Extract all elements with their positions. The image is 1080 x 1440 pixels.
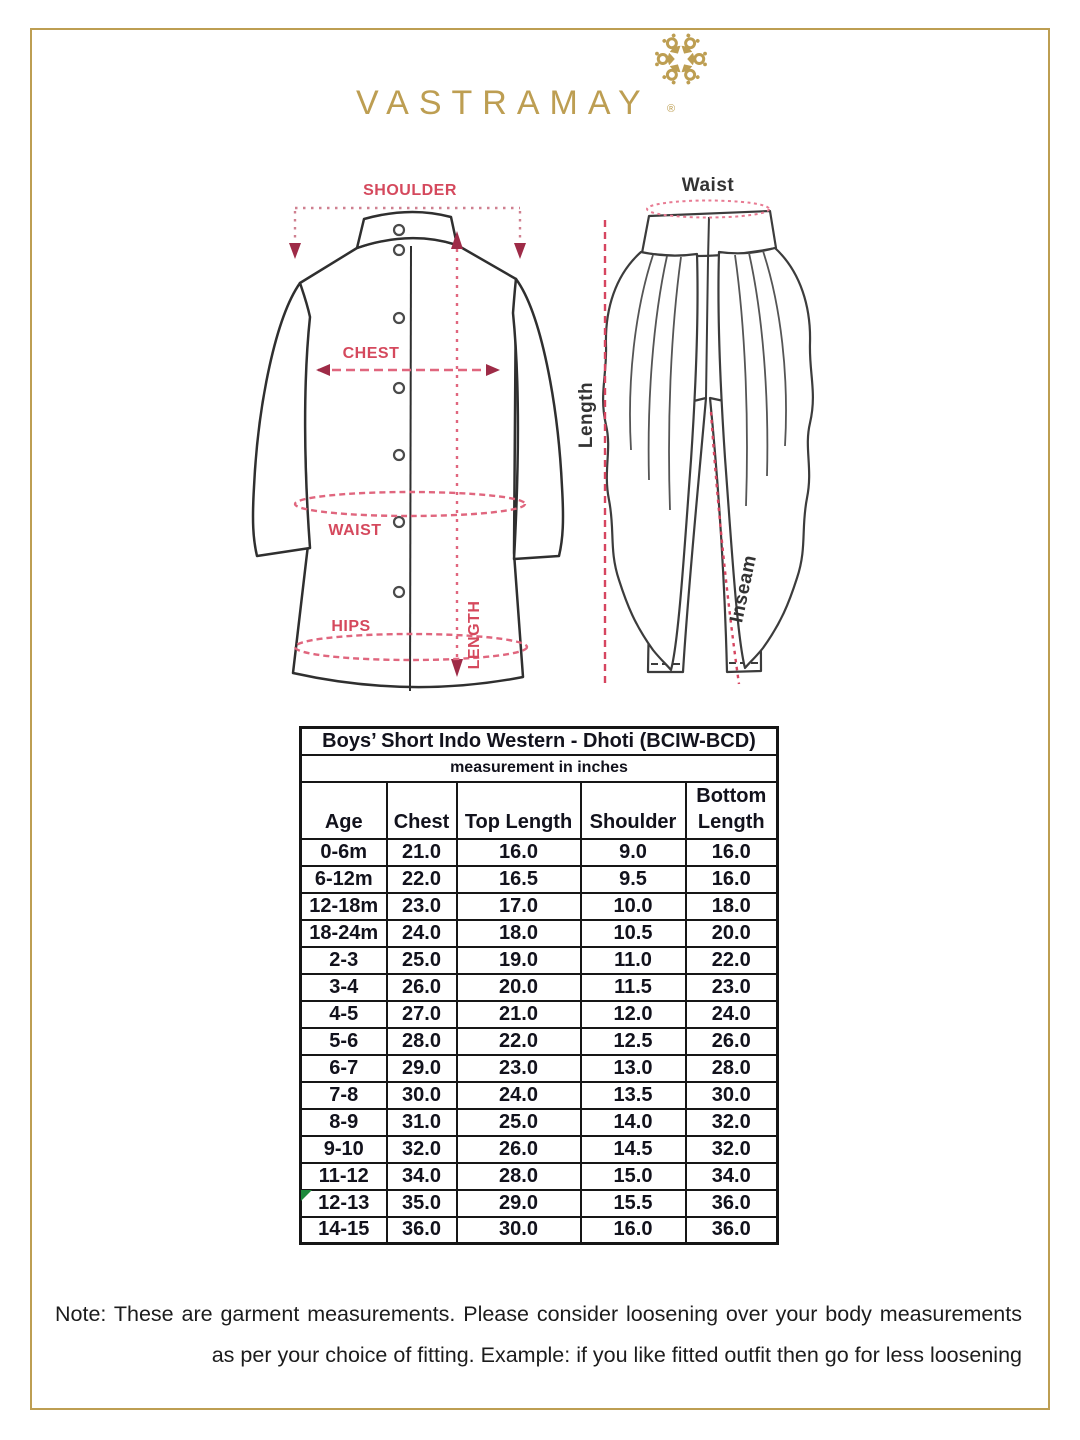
table-row (301, 1217, 778, 1244)
dhoti-waist-label: Waist (681, 175, 735, 196)
kurta-body-outline (293, 238, 523, 687)
value-cell: 26.0 (686, 1028, 778, 1055)
kurta-waist-label: WAIST (328, 522, 382, 539)
dhoti-measurement-diagram (575, 160, 855, 740)
value-cell: 24.0 (387, 920, 457, 947)
table-subtitle-row (301, 755, 778, 782)
value-cell: 28.0 (457, 1163, 581, 1190)
table-row (301, 866, 778, 893)
age-cell: 7-8 (301, 1082, 387, 1109)
value-cell: 13.5 (581, 1082, 686, 1109)
kurta-hips-label: HIPS (331, 618, 371, 635)
table-row (301, 1109, 778, 1136)
age-cell: 4-5 (301, 1001, 387, 1028)
age-cell: 8-9 (301, 1109, 387, 1136)
value-cell: 23.0 (457, 1055, 581, 1082)
table-row (301, 1055, 778, 1082)
table-header-row (301, 782, 778, 839)
value-cell: 15.5 (581, 1190, 686, 1217)
age-cell: 6-12m (301, 866, 387, 893)
value-cell: 22.0 (387, 866, 457, 893)
table-title-row (301, 728, 778, 755)
value-cell: 16.5 (457, 866, 581, 893)
value-cell: 35.0 (387, 1190, 457, 1217)
value-cell: 32.0 (686, 1136, 778, 1163)
kurta-shoulder-label: SHOULDER (363, 182, 457, 199)
value-cell: 9.0 (581, 839, 686, 866)
value-cell: 20.0 (457, 974, 581, 1001)
value-cell: 22.0 (686, 947, 778, 974)
value-cell: 14.5 (581, 1136, 686, 1163)
kurta-left-sleeve (253, 283, 310, 556)
value-cell: 12.5 (581, 1028, 686, 1055)
table-row (301, 1190, 778, 1217)
value-cell: 17.0 (457, 893, 581, 920)
value-cell: 16.0 (581, 1217, 686, 1244)
age-cell: 2-3 (301, 947, 387, 974)
kurta-measurement-diagram (230, 165, 590, 745)
size-chart-table (299, 726, 779, 1245)
value-cell: 20.0 (686, 920, 778, 947)
size-chart-table-wrap (299, 726, 776, 1245)
kurta-length-label: LENGTH (466, 600, 483, 670)
value-cell: 26.0 (387, 974, 457, 1001)
value-cell: 24.0 (457, 1082, 581, 1109)
value-cell: 23.0 (387, 893, 457, 920)
table-row (301, 974, 778, 1001)
table-row (301, 1136, 778, 1163)
table-row (301, 839, 778, 866)
value-cell: 29.0 (387, 1055, 457, 1082)
column-header: Shoulder (581, 782, 686, 839)
kurta-right-sleeve (513, 279, 563, 559)
value-cell: 25.0 (457, 1109, 581, 1136)
age-cell: 3-4 (301, 974, 387, 1001)
value-cell: 26.0 (457, 1136, 581, 1163)
brand-name: VASTRAMAY (356, 84, 651, 122)
age-cell: 12-18m (301, 893, 387, 920)
value-cell: 16.0 (686, 839, 778, 866)
value-cell: 31.0 (387, 1109, 457, 1136)
value-cell: 11.5 (581, 974, 686, 1001)
age-cell: 12-13 (301, 1190, 387, 1217)
value-cell: 22.0 (457, 1028, 581, 1055)
kurta-chest-label: CHEST (342, 345, 400, 362)
kurta-placket-line (410, 246, 411, 691)
age-cell: 6-7 (301, 1055, 387, 1082)
value-cell: 30.0 (387, 1082, 457, 1109)
column-header: Chest (387, 782, 457, 839)
table-row (301, 920, 778, 947)
table-title: Boys’ Short Indo Western - Dhoti (BCIW-BCD) (301, 728, 778, 755)
value-cell: 16.0 (686, 866, 778, 893)
value-cell: 28.0 (387, 1028, 457, 1055)
value-cell: 30.0 (686, 1082, 778, 1109)
age-cell: 0-6m (301, 839, 387, 866)
value-cell: 18.0 (457, 920, 581, 947)
value-cell: 32.0 (686, 1109, 778, 1136)
value-cell: 24.0 (686, 1001, 778, 1028)
table-row (301, 893, 778, 920)
value-cell: 14.0 (581, 1109, 686, 1136)
value-cell: 34.0 (686, 1163, 778, 1190)
column-header: Age (301, 782, 387, 839)
table-row (301, 947, 778, 974)
size-chart-table-body (301, 728, 778, 1244)
value-cell: 18.0 (686, 893, 778, 920)
table-row (301, 1028, 778, 1055)
age-cell: 14-15 (301, 1217, 387, 1244)
value-cell: 21.0 (387, 839, 457, 866)
table-row (301, 1082, 778, 1109)
dhoti-inseam-label: Inseam (726, 553, 762, 625)
value-cell: 9.5 (581, 866, 686, 893)
value-cell: 28.0 (686, 1055, 778, 1082)
value-cell: 15.0 (581, 1163, 686, 1190)
value-cell: 29.0 (457, 1190, 581, 1217)
comment-marker-triangle (301, 1190, 312, 1201)
registered-trademark-symbol: ® (667, 103, 676, 115)
column-header: Top Length (457, 782, 581, 839)
value-cell: 23.0 (686, 974, 778, 1001)
value-cell: 19.0 (457, 947, 581, 974)
age-cell: 11-12 (301, 1163, 387, 1190)
brand-flower-icon (652, 30, 710, 88)
table-row (301, 1001, 778, 1028)
value-cell: 34.0 (387, 1163, 457, 1190)
note-line-2: as per your choice of fitting. Example: if you like fitted outfit then go for less loosening (211, 1343, 1022, 1367)
table-row (301, 1163, 778, 1190)
value-cell: 36.0 (686, 1217, 778, 1244)
column-header: Bottom Length (686, 782, 778, 839)
value-cell: 10.5 (581, 920, 686, 947)
value-cell: 13.0 (581, 1055, 686, 1082)
note-line-1: Note: These are garment measurements. Please consider loosening over your body measurements (55, 1302, 1022, 1326)
table-subtitle: measurement in inches (301, 755, 778, 782)
value-cell: 27.0 (387, 1001, 457, 1028)
age-cell: 5-6 (301, 1028, 387, 1055)
value-cell: 36.0 (686, 1190, 778, 1217)
dhoti-length-label: Length (576, 381, 597, 449)
value-cell: 21.0 (457, 1001, 581, 1028)
age-cell: 18-24m (301, 920, 387, 947)
value-cell: 16.0 (457, 839, 581, 866)
age-cell: 9-10 (301, 1136, 387, 1163)
value-cell: 11.0 (581, 947, 686, 974)
value-cell: 10.0 (581, 893, 686, 920)
measurement-note (55, 1294, 1022, 1376)
value-cell: 36.0 (387, 1217, 457, 1244)
value-cell: 25.0 (387, 947, 457, 974)
value-cell: 30.0 (457, 1217, 581, 1244)
value-cell: 32.0 (387, 1136, 457, 1163)
value-cell: 12.0 (581, 1001, 686, 1028)
